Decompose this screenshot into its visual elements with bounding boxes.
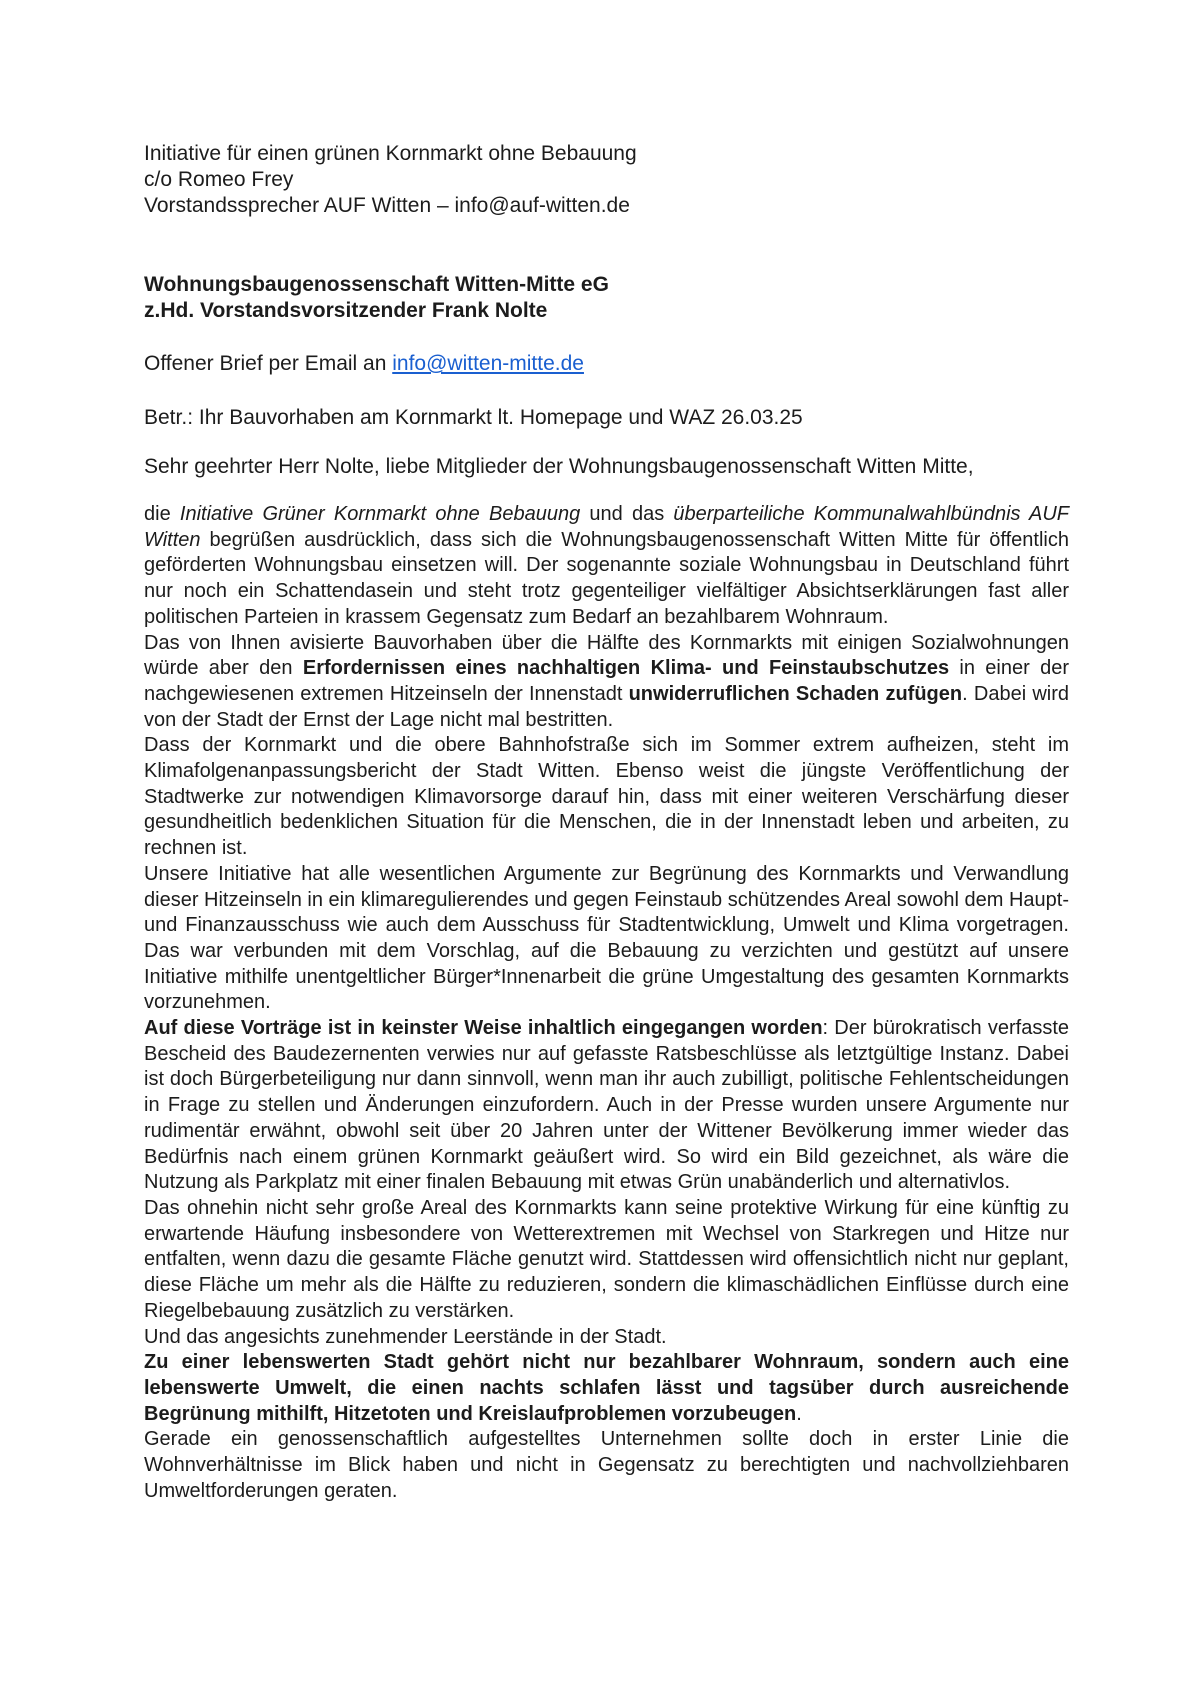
- body-paragraph: [144, 502, 1069, 631]
- bold-text: Erfordernissen eines nachhaltigen Klima- und Feinstaubschutzes: [302, 657, 950, 680]
- body-paragraph: Dass der Kornmarkt und die obere Bahnhofstraße sich im Sommer extrem aufheizen, steht im Klimafolgenanpassungsbericht der Stadt Witten. Ebenso weist die jüngste Veröffentlichung der Stadtwerke zur notwendigen Klimavorsorge darauf hin, dass mit einer weiteren Verschärfung dieser gesundheitlich bedenklichen Situation für die Menschen, die in der Innenstadt leben und arbeiten, zu rechnen ist.: [144, 734, 1069, 860]
- recipient-line: z.Hd. Vorstandsvorsitzender Frank Nolte: [144, 299, 548, 322]
- recipient-email-link[interactable]: info@witten-mitte.de: [392, 352, 584, 375]
- body-paragraph: [144, 631, 1069, 734]
- italic-text: überparteiliche Kommunalwahlbündnis AUF Witten: [144, 503, 1070, 551]
- bold-text: Zu einer lebenswerten Stadt gehört nicht nur bezahlbarer Wohnraum, sondern auch eine lebenswerte Umwelt, die einen nachts schlafen lässt und tagsüber durch ausreichende Begrünung mithilft, Hitzetoten und Kreislaufproblemen vorzubeugen: [144, 1351, 1069, 1425]
- subject-line: Betr.: Ihr Bauvorhaben am Kornmarkt lt. Homepage und WAZ 26.03.25: [144, 406, 803, 429]
- open-letter-prefix: Offener Brief per Email an: [144, 352, 393, 375]
- paragraph-text: .: [796, 1402, 802, 1425]
- paragraph-text: begrüßen ausdrücklich, dass sich die Wohnungsbaugenossenschaft Witten Mitte für öffentlich geförderten Wohnungsbau einsetzen will. Der sogenannte soziale Wohnungsbau in Deutschland führt nur noch ein Schattendasein und steht trotz gegenteiliger vielfältiger Absichtserklärungen fast aller politischen Parteien in krassem Gegensatz zum Bedarf an bezahlbarem Wohnraum.: [144, 528, 1069, 628]
- open-letter-line: [144, 351, 1069, 377]
- body-paragraph: Und das angesichts zunehmender Leerstände in der Stadt.: [144, 1325, 667, 1348]
- salutation: Sehr geehrter Herr Nolte, liebe Mitglieder der Wohnungsbaugenossenschaft Witten Mitte,: [144, 455, 974, 478]
- body-paragraph: Gerade ein genossenschaftlich aufgestelltes Unternehmen sollte doch in erster Linie die Wohnverhältnisse im Blick haben und nicht in Gegensatz zu berechtigten und nachvollziehbaren Umweltforderungen geraten.: [144, 1428, 1069, 1502]
- paragraph-text: die: [144, 503, 180, 525]
- body-paragraph: [144, 1350, 1069, 1427]
- sender-block: [144, 141, 1069, 219]
- paragraph-text: und das: [580, 503, 674, 525]
- paragraph-text: : Der bürokratisch verfasste Bescheid des Baudezernenten verwies nur auf gefasste Ratsbeschlüsse als letztgültige Instanz. Dabei ist doch Bürgerbeteiligung nur dann sinnvoll, wenn man ihr auch zubilligt, politische Fehlentscheidungen in Frage zu stellen und Änderungen einzufordern. Auch in der Presse wurden unsere Argumente nur rudimentär erwähnt, obwohl seit über 20 Jahren unter der Wittener Bevölkerung immer wieder das Bedürfnis nach einem grünen Kornmarkt geäußert wird. So wird ein Bild gezeichnet, als wäre die Nutzung als Parkplatz mit einer finalen Bebauung mit etwas Grün unabänderlich und alternativlos.: [144, 1017, 1070, 1194]
- paragraph-text: . Dabei wird von der Stadt der Ernst der Lage nicht mal bestritten.: [144, 682, 1069, 731]
- letter-body: [144, 502, 1069, 1504]
- italic-text: Initiative Grüner Kornmarkt ohne Bebauung: [179, 503, 581, 525]
- paragraph-text: Das von Ihnen avisierte Bauvorhaben über die Hälfte des Kornmarkts mit einigen Sozialwohnungen würde aber den: [144, 631, 1069, 680]
- body-paragraph: Das ohnehin nicht sehr große Areal des Kornmarkts kann seine protektive Wirkung für eine künftig zu erwartende Häufung insbesondere von Wetterextremen mit Wechsel von Starkregen und Hitze nur entfalten, wenn dazu die gesamte Fläche genutzt wird. Stattdessen wird offensichtlich nicht nur geplant, diese Fläche um mehr als die Hälfte zu reduzieren, sondern die klimaschädlichen Einflüsse durch eine Riegelbebauung zusätzlich zu verstärken.: [144, 1196, 1069, 1322]
- sender-line: Vorstandssprecher AUF Witten – info@auf-witten.de: [144, 194, 630, 217]
- bold-text: Auf diese Vorträge ist in keinster Weise inhaltlich eingegangen worden: [144, 1017, 823, 1040]
- body-paragraph: Unsere Initiative hat alle wesentlichen Argumente zur Begrünung des Kornmarkts und Verwandlung dieser Hitzeinseln in ein klimaregulierendes und gegen Feinstaub schützendes Areal sowohl dem Haupt- und Finanzausschuss wie auch dem Ausschuss für Stadtentwicklung, Umwelt und Klima vorgetragen. Das war verbunden mit dem Vorschlag, auf die Bebauung zu verzichten und gestützt auf unsere Initiative mithilfe unentgeltlicher Bürger*Innenarbeit die grüne Umgestaltung des gesamten Kornmarkts vorzunehmen.: [144, 862, 1069, 1014]
- recipient-block: [144, 272, 1069, 324]
- recipient-line: Wohnungsbaugenossenschaft Witten-Mitte eG: [144, 273, 609, 296]
- bold-text: unwiderruflichen Schaden zufügen: [628, 682, 963, 705]
- sender-line: c/o Romeo Frey: [144, 168, 294, 191]
- paragraph-text: in einer der nachgewiesenen extremen Hitzeinseln der Innenstadt: [144, 657, 1069, 705]
- body-paragraph: [144, 1016, 1069, 1196]
- sender-line: Initiative für einen grünen Kornmarkt ohne Bebauung: [144, 142, 637, 165]
